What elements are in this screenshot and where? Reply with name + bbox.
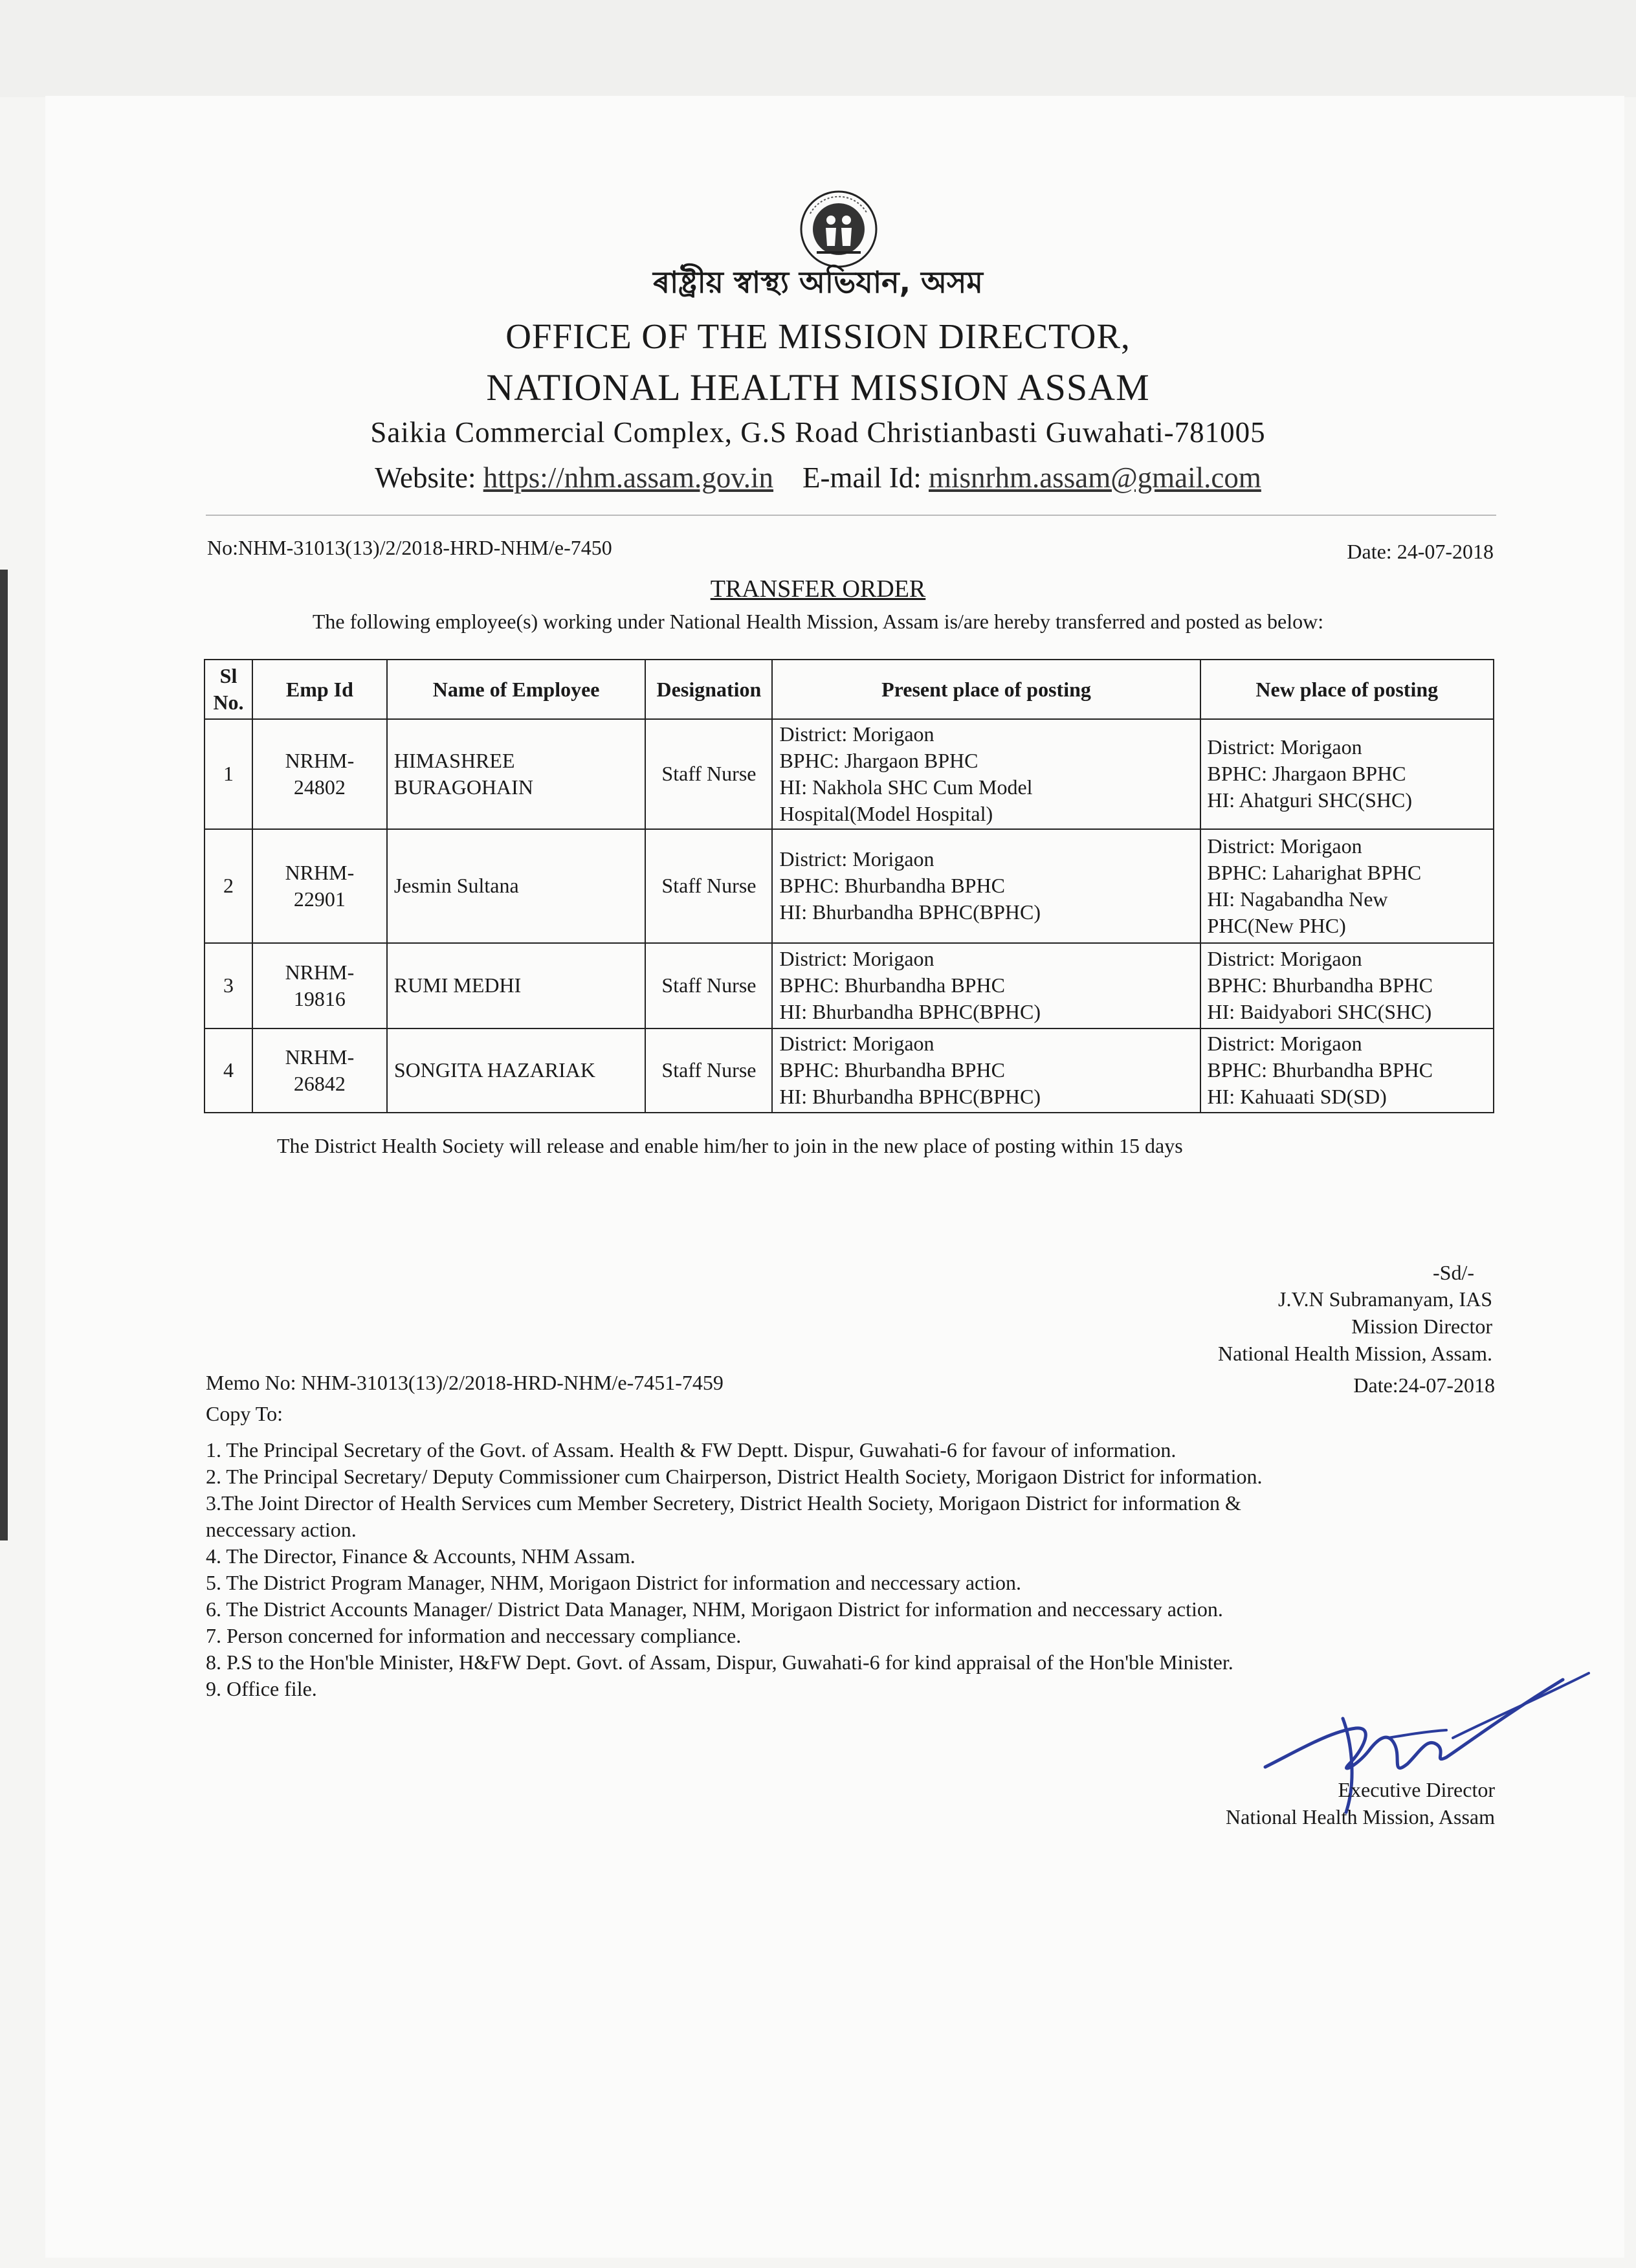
present-line: District: Morigaon — [779, 947, 934, 971]
header-divider — [206, 515, 1496, 516]
header-designation: Designation — [645, 660, 772, 719]
cell-emp-id: NRHM-19816 — [252, 943, 387, 1028]
table-row — [204, 829, 1494, 943]
signed-mark: -Sd/- — [1433, 1261, 1474, 1284]
order-date: Date: 24-07-2018 — [1347, 540, 1494, 563]
header-emp-id: Emp Id — [252, 660, 387, 719]
new-line: BPHC: Bhurbandha BPHC — [1207, 973, 1433, 997]
website-label: Website: — [375, 461, 476, 494]
table-row — [204, 1028, 1494, 1113]
cell-name: SONGITA HAZARIAK — [387, 1028, 646, 1113]
cell-present-posting — [772, 829, 1200, 943]
contact-line — [0, 461, 1636, 495]
new-line: PHC(New PHC) — [1207, 913, 1346, 937]
order-intro: The following employee(s) working under National Health Mission, Assam is/are hereby transferred and posted as below: — [312, 610, 1324, 633]
header-present-posting: Present place of posting — [772, 660, 1200, 719]
email-link[interactable]: misnrhm.assam@gmail.com — [929, 461, 1261, 494]
order-title: TRANSFER ORDER — [710, 575, 926, 603]
scan-top-margin — [0, 0, 1636, 97]
memo-number: Memo No: NHM-31013(13)/2/2018-HRD-NHM/e-7451-7459 — [206, 1371, 724, 1394]
new-line: District: Morigaon — [1207, 735, 1362, 759]
cell-designation: Staff Nurse — [645, 829, 772, 943]
new-line: HI: Baidyabori SHC(SHC) — [1207, 1000, 1432, 1024]
present-line: HI: Bhurbandha BPHC(BPHC) — [779, 1000, 1041, 1024]
cell-emp-id: NRHM-22901 — [252, 829, 387, 943]
nhm-emblem-icon — [797, 188, 880, 271]
table-header-row — [204, 660, 1494, 719]
present-line: HI: Nakhola SHC Cum Model — [779, 775, 1033, 799]
cell-emp-id: NRHM-24802 — [252, 719, 387, 829]
present-line: BPHC: Bhurbandha BPHC — [779, 1058, 1005, 1082]
cell-sl: 4 — [204, 1028, 252, 1113]
cell-present-posting — [772, 719, 1200, 829]
new-line: District: Morigaon — [1207, 834, 1362, 858]
new-line: HI: Nagabandha New — [1207, 887, 1388, 911]
signatory-title: Mission Director — [1351, 1315, 1492, 1338]
table-row — [204, 719, 1494, 829]
copy-item: 1. The Principal Secretary of the Govt. of Assam. Health & FW Deptt. Dispur, Guwahati-6 for favour of information. — [206, 1438, 1177, 1462]
present-line: HI: Bhurbandha BPHC(BPHC) — [779, 1085, 1041, 1109]
cell-new-posting — [1200, 719, 1494, 829]
new-line: District: Morigaon — [1207, 1032, 1362, 1056]
cell-emp-id: NRHM-26842 — [252, 1028, 387, 1113]
website-link[interactable]: https://nhm.assam.gov.in — [483, 461, 774, 494]
cell-sl: 2 — [204, 829, 252, 943]
cell-sl: 3 — [204, 943, 252, 1028]
cell-designation: Staff Nurse — [645, 1028, 772, 1113]
executive-org: National Health Mission, Assam — [1226, 1805, 1495, 1829]
cell-name: Jesmin Sultana — [387, 829, 646, 943]
cell-name: RUMI MEDHI — [387, 943, 646, 1028]
new-line: HI: Ahatguri SHC(SHC) — [1207, 788, 1412, 812]
new-line: BPHC: Bhurbandha BPHC — [1207, 1058, 1433, 1082]
cell-present-posting — [772, 1028, 1200, 1113]
present-line: BPHC: Jhargaon BPHC — [779, 748, 978, 772]
release-note: The District Health Society will release and enable him/her to join in the new place of posting within 15 days — [277, 1134, 1183, 1157]
copy-item: 3.The Joint Director of Health Services cum Member Secretery, District Health Society, Morigaon District for information & — [206, 1491, 1241, 1515]
table-row — [204, 943, 1494, 1028]
cell-new-posting — [1200, 829, 1494, 943]
present-line: District: Morigaon — [779, 722, 934, 746]
office-title-line1: OFFICE OF THE MISSION DIRECTOR, — [505, 317, 1131, 356]
present-line: District: Morigaon — [779, 847, 934, 871]
signatory-org: National Health Mission, Assam. — [1218, 1342, 1492, 1365]
copy-item: 7. Person concerned for information and neccessary compliance. — [206, 1624, 742, 1647]
copy-item: 8. P.S to the Hon'ble Minister, H&FW Dept. Govt. of Assam, Dispur, Guwahati-6 for kind appraisal of the Hon'ble Minister. — [206, 1651, 1233, 1674]
cell-present-posting — [772, 943, 1200, 1028]
copy-item: 9. Office file. — [206, 1677, 317, 1700]
copy-item: 5. The District Program Manager, NHM, Morigaon District for information and neccessary action. — [206, 1571, 1022, 1594]
transfer-table — [204, 659, 1494, 1113]
copy-item: neccessary action. — [206, 1518, 357, 1541]
office-address: Saikia Commercial Complex, G.S Road Christianbasti Guwahati-781005 — [370, 416, 1266, 449]
executive-title: Executive Director — [1338, 1778, 1495, 1801]
order-reference-number: No:NHM-31013(13)/2/2018-HRD-NHM/e-7450 — [207, 536, 612, 559]
cell-new-posting — [1200, 943, 1494, 1028]
new-line: BPHC: Jhargaon BPHC — [1207, 762, 1406, 786]
header-new-posting: New place of posting — [1200, 660, 1494, 719]
copy-to-label: Copy To: — [206, 1402, 283, 1425]
scan-left-edge — [0, 570, 8, 1540]
cell-sl: 1 — [204, 719, 252, 829]
executive-director-block — [1226, 1776, 1495, 1830]
cell-name: HIMASHREE BURAGOHAIN — [387, 719, 646, 829]
present-line: District: Morigaon — [779, 1032, 934, 1056]
signatory-name: J.V.N Subramanyam, IAS — [1278, 1287, 1492, 1311]
new-line: District: Morigaon — [1207, 947, 1362, 971]
cell-new-posting — [1200, 1028, 1494, 1113]
new-line: BPHC: Laharighat BPHC — [1207, 860, 1422, 884]
copy-item: 2. The Principal Secretary/ Deputy Commissioner cum Chairperson, District Health Society, Morigaon District for information. — [206, 1465, 1263, 1488]
header-name: Name of Employee — [387, 660, 646, 719]
mission-director-block — [1218, 1285, 1492, 1367]
present-line: BPHC: Bhurbandha BPHC — [779, 973, 1005, 997]
copy-item: 4. The Director, Finance & Accounts, NHM Assam. — [206, 1544, 636, 1568]
cell-designation: Staff Nurse — [645, 943, 772, 1028]
office-title-line2: NATIONAL HEALTH MISSION ASSAM — [486, 366, 1150, 408]
memo-date: Date:24-07-2018 — [1353, 1373, 1495, 1397]
cell-designation: Staff Nurse — [645, 719, 772, 829]
new-line: HI: Kahuaati SD(SD) — [1207, 1085, 1387, 1109]
header-sl-no: Sl No. — [204, 660, 252, 719]
bengali-title: ৰাষ্ট্ৰীয় স্বাস্থ্য অভিযান, অসম — [653, 265, 983, 300]
copy-item: 6. The District Accounts Manager/ District Data Manager, NHM, Morigaon District for information and neccessary action. — [206, 1597, 1223, 1621]
present-line: BPHC: Bhurbandha BPHC — [779, 874, 1005, 898]
present-line: HI: Bhurbandha BPHC(BPHC) — [779, 900, 1041, 924]
email-label: E-mail Id: — [802, 461, 922, 494]
present-line: Hospital(Model Hospital) — [779, 801, 993, 825]
